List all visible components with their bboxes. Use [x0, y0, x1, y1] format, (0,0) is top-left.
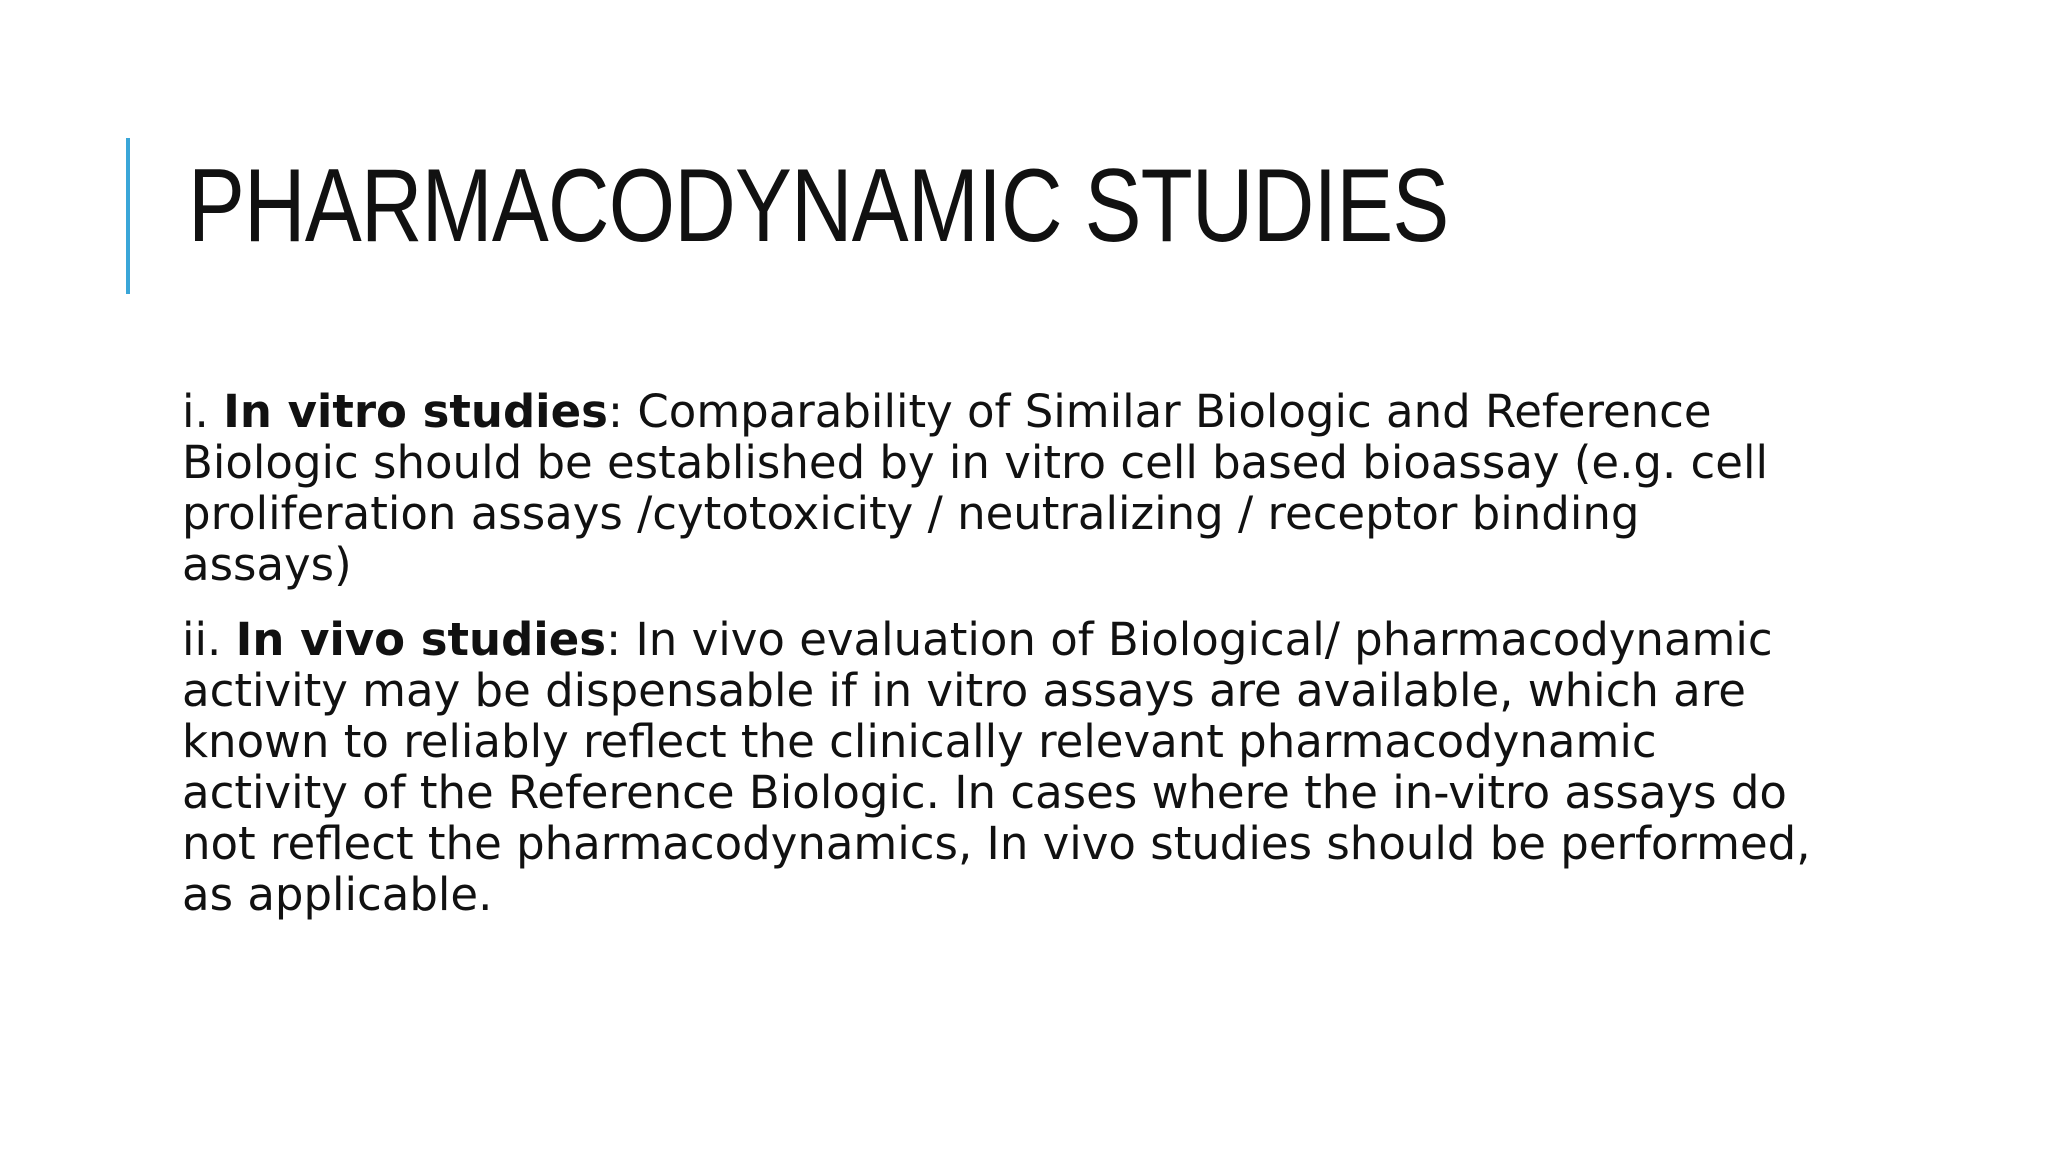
paragraph-text: Comparability of Similar Biologic and Reference Biologic should be established by in vitro cell based bioassay (e.g. cell proliferation assays /cytotoxicity / neutralizing / receptor binding assays)	[182, 385, 1768, 591]
paragraph-colon: :	[607, 385, 624, 438]
paragraph-in-vitro	[182, 386, 1822, 590]
title-accent-bar	[126, 138, 130, 294]
paragraph-text: In vivo evaluation of Biological/ pharmacodynamic activity may be dispensable if in vitro assays are available, which are known to reliably reflect the clinically relevant pharmacodynamic activity of the Reference Biologic. In cases where the in-vitro assays do not reflect the pharmacodynamics, In vivo studies should be performed, as applicable.	[182, 613, 1811, 921]
paragraph-term: In vivo studies	[235, 613, 607, 666]
paragraph-in-vivo	[182, 614, 1822, 920]
slide-title: PHARMACODYNAMIC STUDIES	[188, 148, 1449, 264]
paragraph-prefix: ii.	[182, 613, 236, 666]
paragraph-term: In vitro studies	[223, 385, 608, 438]
paragraph-prefix: i.	[182, 385, 224, 438]
paragraph-colon: :	[606, 613, 622, 666]
slide-body	[182, 386, 1822, 944]
